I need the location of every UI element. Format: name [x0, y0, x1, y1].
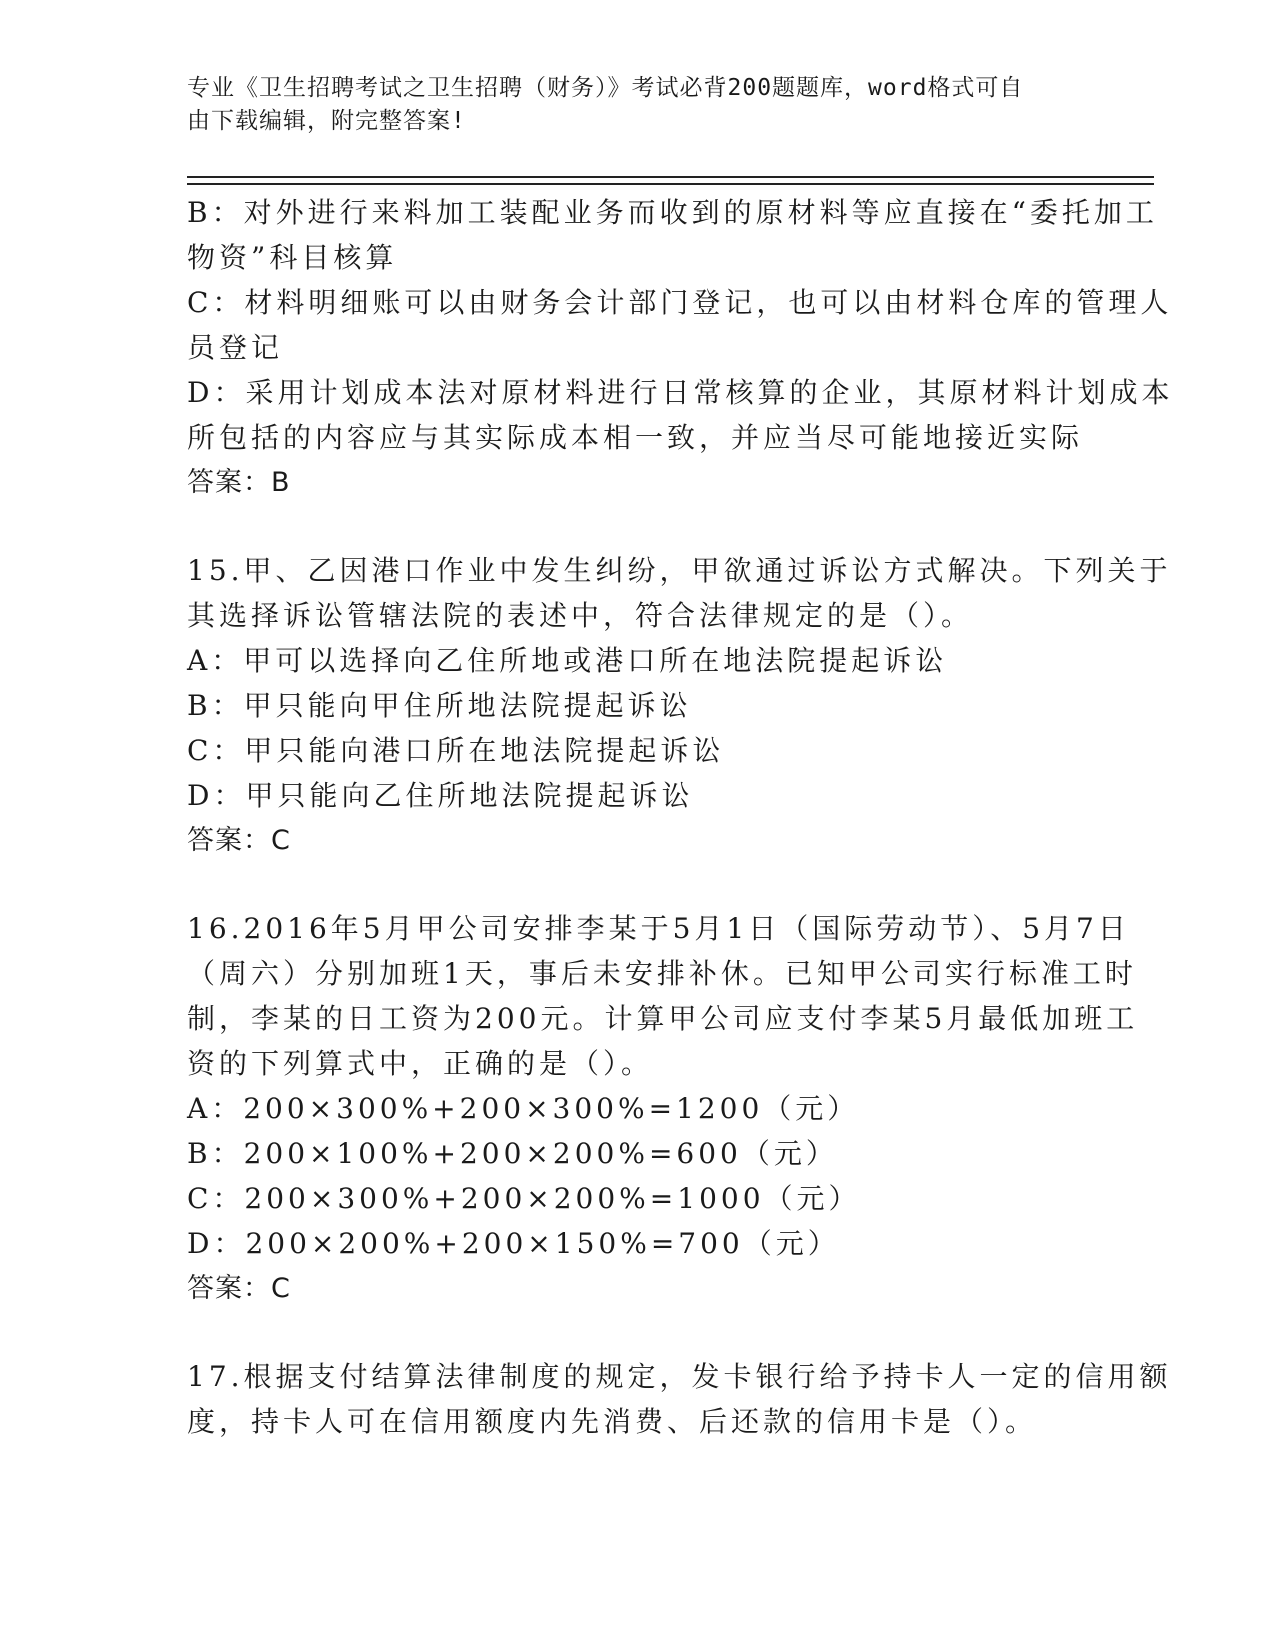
q15-answer: 答案：C — [187, 825, 291, 856]
q16-stem-line4: 资的下列算式中，正确的是（）。 — [187, 1047, 654, 1080]
header-divider-top — [187, 176, 1154, 178]
q15-option-a: A：甲可以选择向乙住所地或港口所在地法院提起诉讼 — [187, 644, 948, 677]
q15-stem-line1: 15.甲、乙因港口作业中发生纠纷，甲欲通过诉讼方式解决。下列关于 — [187, 554, 1172, 587]
header-line-2: 由下载编辑，附完整答案! — [187, 108, 466, 134]
q16-option-a: A：200×300%+200×300%=1200（元） — [187, 1092, 860, 1125]
q14-option-d-line1: D：采用计划成本法对原材料进行日常核算的企业，其原材料计划成本 — [187, 376, 1174, 409]
q14-option-c-line1: C：材料明细账可以由财务会计部门登记，也可以由材料仓库的管理人 — [187, 286, 1173, 319]
document-header — [187, 72, 1067, 138]
question-16 — [187, 906, 1139, 1311]
q16-stem-line1: 16.2016年5月甲公司安排李某于5月1日（国际劳动节）、5月7日 — [187, 912, 1130, 945]
q16-stem-line3: 制，李某的日工资为200元。计算甲公司应支付李某5月最低加班工 — [187, 1002, 1139, 1035]
q17-stem-line2: 度，持卡人可在信用额度内先消费、后还款的信用卡是（）。 — [187, 1405, 1038, 1438]
q16-option-b: B：200×100%+200×200%=600（元） — [187, 1137, 838, 1170]
document-body — [187, 190, 1174, 1444]
q14-option-b-line2: 物资”科目核算 — [187, 241, 398, 274]
q14-answer: 答案：B — [187, 467, 291, 498]
header-divider-bottom — [187, 183, 1154, 185]
q14-option-c-line2: 员登记 — [187, 331, 284, 364]
question-15 — [187, 548, 1172, 863]
q16-option-c: C：200×300%+200×200%=1000（元） — [187, 1182, 861, 1215]
question-17 — [187, 1354, 1172, 1444]
q15-stem-line2: 其选择诉讼管辖法院的表述中，符合法律规定的是（）。 — [187, 599, 974, 632]
question-14-tail — [187, 190, 1174, 505]
q15-option-c: C：甲只能向港口所在地法院提起诉讼 — [187, 734, 725, 767]
q15-option-b: B：甲只能向甲住所地法院提起诉讼 — [187, 689, 692, 722]
q16-option-d: D：200×200%+200×150%=700（元） — [187, 1227, 840, 1260]
q14-option-b-line1: B：对外进行来料加工装配业务而收到的原材料等应直接在“委托加工 — [187, 196, 1158, 229]
q16-stem-line2: （周六）分别加班1天，事后未安排补休。已知甲公司实行标准工时 — [187, 957, 1137, 990]
q15-option-d: D：甲只能向乙住所地法院提起诉讼 — [187, 779, 694, 812]
header-line-1: 专业《卫生招聘考试之卫生招聘（财务）》考试必背200题题库，word格式可自 — [187, 75, 1024, 101]
q17-stem-line1: 17.根据支付结算法律制度的规定，发卡银行给予持卡人一定的信用额 — [187, 1360, 1172, 1393]
q14-option-d-line2: 所包括的内容应与其实际成本相一致，并应当尽可能地接近实际 — [187, 421, 1084, 454]
q16-answer: 答案：C — [187, 1273, 291, 1304]
